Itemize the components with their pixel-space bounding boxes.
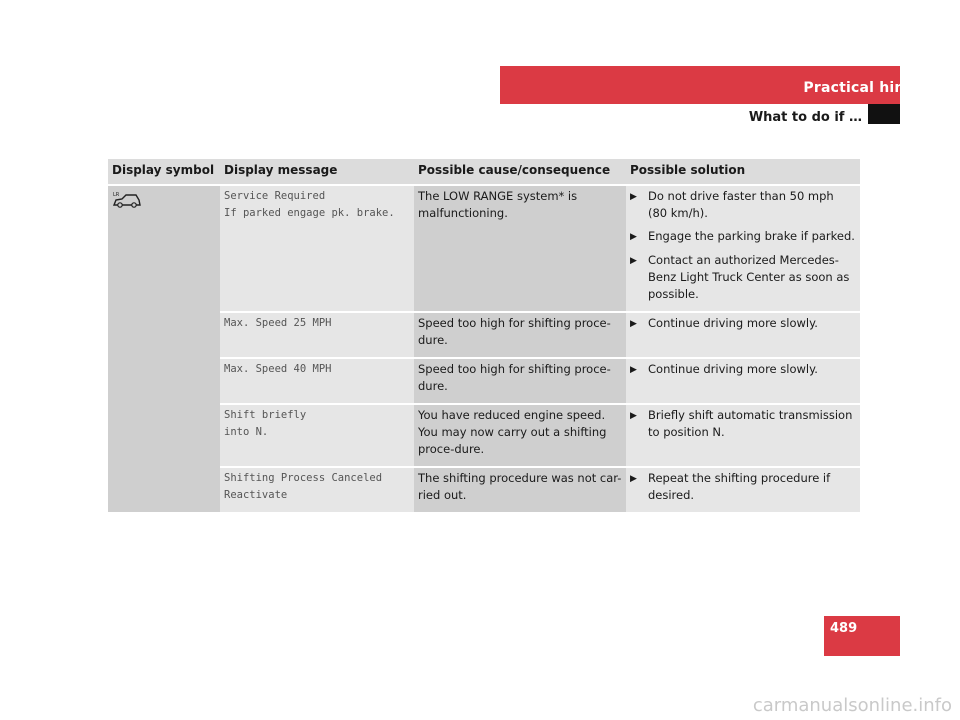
solution-item: ▶ Repeat the shifting procedure if desired. bbox=[630, 471, 831, 502]
triangle-bullet-icon: ▶ bbox=[630, 411, 637, 421]
message-cell bbox=[220, 467, 414, 513]
table-row bbox=[108, 358, 860, 404]
triangle-bullet-icon: ▶ bbox=[630, 319, 637, 329]
solution-item: ▶ Continue driving more slowly. bbox=[630, 361, 856, 379]
table-row bbox=[108, 404, 860, 467]
message-line: into N. bbox=[224, 426, 269, 438]
solution-cell bbox=[626, 358, 860, 404]
solution-item: ▶ Briefly shift automatic transmission to position N. bbox=[630, 408, 853, 439]
message-line: Max. Speed 40 MPH bbox=[224, 363, 332, 375]
message-line: Service Required bbox=[224, 190, 326, 202]
solution-cell bbox=[626, 312, 860, 358]
message-cell bbox=[220, 312, 414, 358]
table-row bbox=[108, 467, 860, 513]
solution-item: ▶ Contact an authorized Mercedes-Benz Light Truck Center as soon as possible. bbox=[630, 253, 850, 301]
message-line: Max. Speed 25 MPH bbox=[224, 317, 332, 329]
triangle-bullet-icon: ▶ bbox=[630, 365, 637, 375]
column-header-solution: Possible solution bbox=[626, 159, 860, 185]
column-header-message: Display message bbox=[220, 159, 414, 185]
message-line: If parked engage pk. brake. bbox=[224, 207, 395, 219]
message-cell bbox=[220, 404, 414, 467]
message-cell bbox=[220, 358, 414, 404]
display-messages-table bbox=[108, 159, 860, 514]
solution-item: ▶ Continue driving more slowly. bbox=[630, 315, 856, 333]
svg-text:LR: LR bbox=[113, 192, 120, 198]
cause-cell: Speed too high for shifting proce-dure. bbox=[414, 312, 626, 358]
cause-cell: You have reduced engine speed. You may now carry out a shifting proce-dure. bbox=[414, 404, 626, 467]
cause-cell: Speed too high for shifting proce-dure. bbox=[414, 358, 626, 404]
message-line: Shift briefly bbox=[224, 409, 307, 421]
watermark: carmanualsonline.info bbox=[752, 695, 952, 716]
low-range-vehicle-icon bbox=[112, 190, 142, 208]
column-header-symbol: Display symbol bbox=[108, 159, 220, 185]
triangle-bullet-icon: ▶ bbox=[630, 192, 637, 202]
solution-cell bbox=[626, 185, 860, 312]
section-title: Practical hints bbox=[803, 80, 920, 96]
message-cell bbox=[220, 185, 414, 312]
solution-cell bbox=[626, 404, 860, 467]
page-number: 489 bbox=[830, 621, 858, 636]
column-header-cause: Possible cause/consequence bbox=[414, 159, 626, 185]
header-marker bbox=[868, 104, 900, 124]
solution-item: ▶ Do not drive faster than 50 mph (80 km/h). bbox=[630, 189, 834, 220]
triangle-bullet-icon: ▶ bbox=[630, 256, 637, 266]
message-line: Shifting Process Canceled bbox=[224, 472, 383, 484]
solution-item: ▶ Engage the parking brake if parked. bbox=[630, 228, 856, 246]
message-line: Reactivate bbox=[224, 489, 288, 501]
cause-cell: The shifting procedure was not car-ried out. bbox=[414, 467, 626, 513]
table-row bbox=[108, 312, 860, 358]
display-symbol-cell bbox=[108, 185, 220, 513]
section-subtitle: What to do if … bbox=[748, 110, 862, 125]
triangle-bullet-icon: ▶ bbox=[630, 232, 637, 242]
table-row bbox=[108, 185, 860, 312]
table-header-row bbox=[108, 159, 860, 185]
cause-cell: The LOW RANGE system* is malfunctioning. bbox=[414, 185, 626, 312]
solution-cell bbox=[626, 467, 860, 513]
triangle-bullet-icon: ▶ bbox=[630, 474, 637, 484]
